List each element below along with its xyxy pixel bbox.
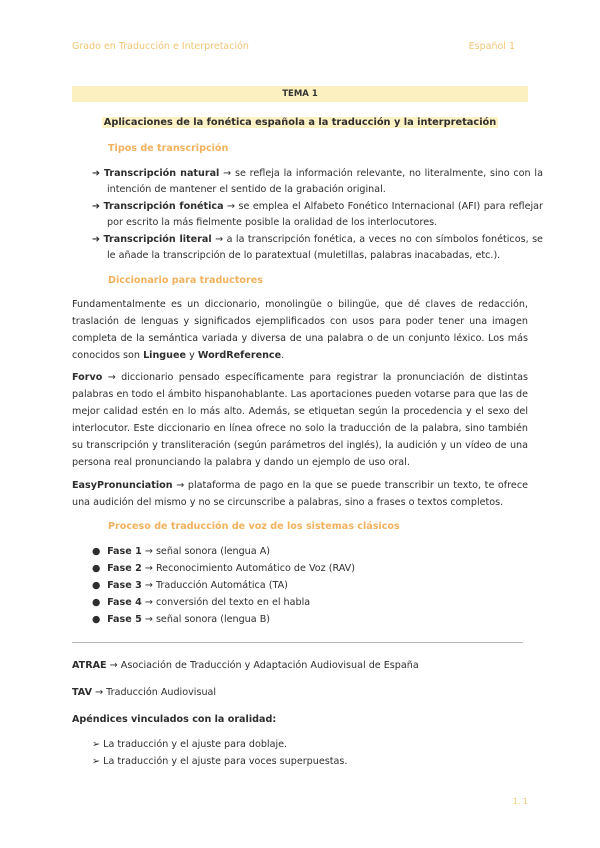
appendix-text: La traducción y el ajuste para doblaje.: [103, 739, 288, 750]
forvo-text: diccionario pensado específicamente para registrar la pronunciación de distintas palabras en todo el ámbito hispanohablante. Las aportaciones pueden votarse para que las de mejor calidad estén en lo más alto. Además, se etiquetan según la procedencia y el sexo del interlocutor. Este diccionario en línea ofrece no solo la traducción de la palabra, sino también su transcripción y transliteración (según parámetros del inglés), la audición y un vídeo de una persona real pronunciando la palabra y dando un ejemplo de uso oral.: [72, 372, 528, 468]
right-arrow-icon: →: [109, 660, 118, 671]
easypronunciation-paragraph: [72, 477, 528, 511]
appendices-heading: Apéndices vinculados con la oralidad:: [72, 714, 277, 725]
atrae-definition: [72, 660, 419, 671]
tav-definition: [72, 687, 216, 698]
section-heading-dictionary: Diccionario para traductores: [108, 275, 263, 286]
bullet-icon: ●: [92, 580, 101, 591]
list-item: [92, 560, 355, 577]
page-number: 1. 1: [512, 797, 528, 806]
tav-term: TAV: [72, 687, 92, 698]
right-arrow-icon: →: [144, 563, 153, 574]
arrow-icon: ➔: [92, 168, 101, 179]
list-item: [92, 756, 347, 767]
dictionary-intro: [72, 296, 528, 364]
bullet-icon: ●: [92, 546, 101, 557]
right-arrow-icon: →: [144, 580, 153, 591]
list-item: [92, 739, 287, 750]
intro-text: Fundamentalmente es un diccionario, monolingüe o bilingüe, que dé claves de redacción, traslación de lenguas y significados ejemplificados con usos para poder tener una imagen completa de la semántica variada y diversa de una palabra o de un conjunto léxico. Los más conocidos son: [72, 299, 528, 361]
right-arrow-icon: →: [176, 480, 185, 491]
topic-label: TEMA 1: [282, 89, 318, 99]
right-arrow-icon: →: [223, 168, 232, 179]
wordreference-name: WordReference: [197, 350, 282, 361]
forvo-name: Forvo: [72, 372, 103, 383]
easypronunciation-name: EasyPronunciation: [72, 480, 173, 491]
divider: [72, 642, 523, 643]
term: Transcripción literal: [103, 234, 212, 245]
arrow-icon: ➔: [92, 201, 101, 212]
phase-text: señal sonora (lengua B): [155, 614, 271, 625]
arrowhead-icon: ➢: [92, 756, 101, 767]
header-course: Grado en Traducción e Interpretación: [72, 41, 249, 52]
forvo-paragraph: [72, 369, 528, 471]
list-item: [92, 199, 543, 231]
list-item: [92, 166, 543, 198]
list-item: [92, 594, 310, 611]
header-subject: Español 1: [468, 41, 515, 52]
phase-label: Fase 3: [107, 580, 142, 591]
phase-label: Fase 2: [107, 563, 142, 574]
right-arrow-icon: →: [107, 372, 116, 383]
easypronunciation-text: plataforma de pago en la que se puede transcribir un texto, te ofrece una audición del mismo y no se circunscribe a palabras, sino a frases o textos completos.: [72, 480, 528, 508]
section-heading-voice-process: Proceso de traducción de voz de los sistemas clásicos: [108, 521, 400, 532]
list-item: [92, 543, 270, 560]
arrow-icon: ➔: [92, 234, 101, 245]
atrae-term: ATRAE: [72, 660, 107, 671]
phase-label: Fase 4: [107, 597, 142, 608]
right-arrow-icon: →: [215, 234, 224, 245]
linguee-name: Linguee: [143, 350, 187, 361]
list-item: [92, 232, 543, 264]
arrowhead-icon: ➢: [92, 739, 101, 750]
section-heading-transcription: Tipos de transcripción: [108, 143, 229, 154]
phase-text: conversión del texto en el habla: [155, 597, 311, 608]
conjunction: y: [189, 350, 195, 361]
atrae-text: Asociación de Traducción y Adaptación Audiovisual de España: [120, 660, 419, 671]
phase-text: Reconocimiento Automático de Voz (RAV): [155, 563, 355, 574]
right-arrow-icon: →: [144, 614, 153, 625]
definition: se refleja la información relevante, no literalmente, sino con la intención de mantener el sentido de la grabación original.: [107, 168, 543, 195]
term: Transcripción natural: [103, 168, 220, 179]
bullet-icon: ●: [92, 597, 101, 608]
period: .: [281, 350, 285, 361]
right-arrow-icon: →: [95, 687, 104, 698]
term: Transcripción fonética: [103, 201, 224, 212]
phase-text: señal sonora (lengua A): [155, 546, 270, 557]
right-arrow-icon: →: [144, 597, 153, 608]
title-text: Aplicaciones de la fonética española a la traducción y la interpretación: [103, 117, 497, 128]
phase-label: Fase 5: [107, 614, 142, 625]
list-item: [92, 577, 288, 594]
definition: se emplea el Alfabeto Fonético Internacional (AFI) para reflejar por escrito la más fielmente posible la oralidad de los interlocutores.: [107, 201, 543, 228]
phase-text: Traducción Automática (TA): [155, 580, 288, 591]
bullet-icon: ●: [92, 563, 101, 574]
phase-label: Fase 1: [107, 546, 142, 557]
right-arrow-icon: →: [144, 546, 153, 557]
definition: a la transcripción fonética, a veces no con símbolos fonéticos, se le añade la transcripción de lo paratextual (muletillas, palabras inacabadas, etc.).: [107, 234, 543, 261]
appendix-text: La traducción y el ajuste para voces superpuestas.: [103, 756, 348, 767]
bullet-icon: ●: [92, 614, 101, 625]
document-title: [72, 117, 528, 128]
right-arrow-icon: →: [227, 201, 236, 212]
topic-bar: [72, 86, 528, 102]
tav-text: Traducción Audiovisual: [106, 687, 217, 698]
list-item: [92, 611, 270, 628]
